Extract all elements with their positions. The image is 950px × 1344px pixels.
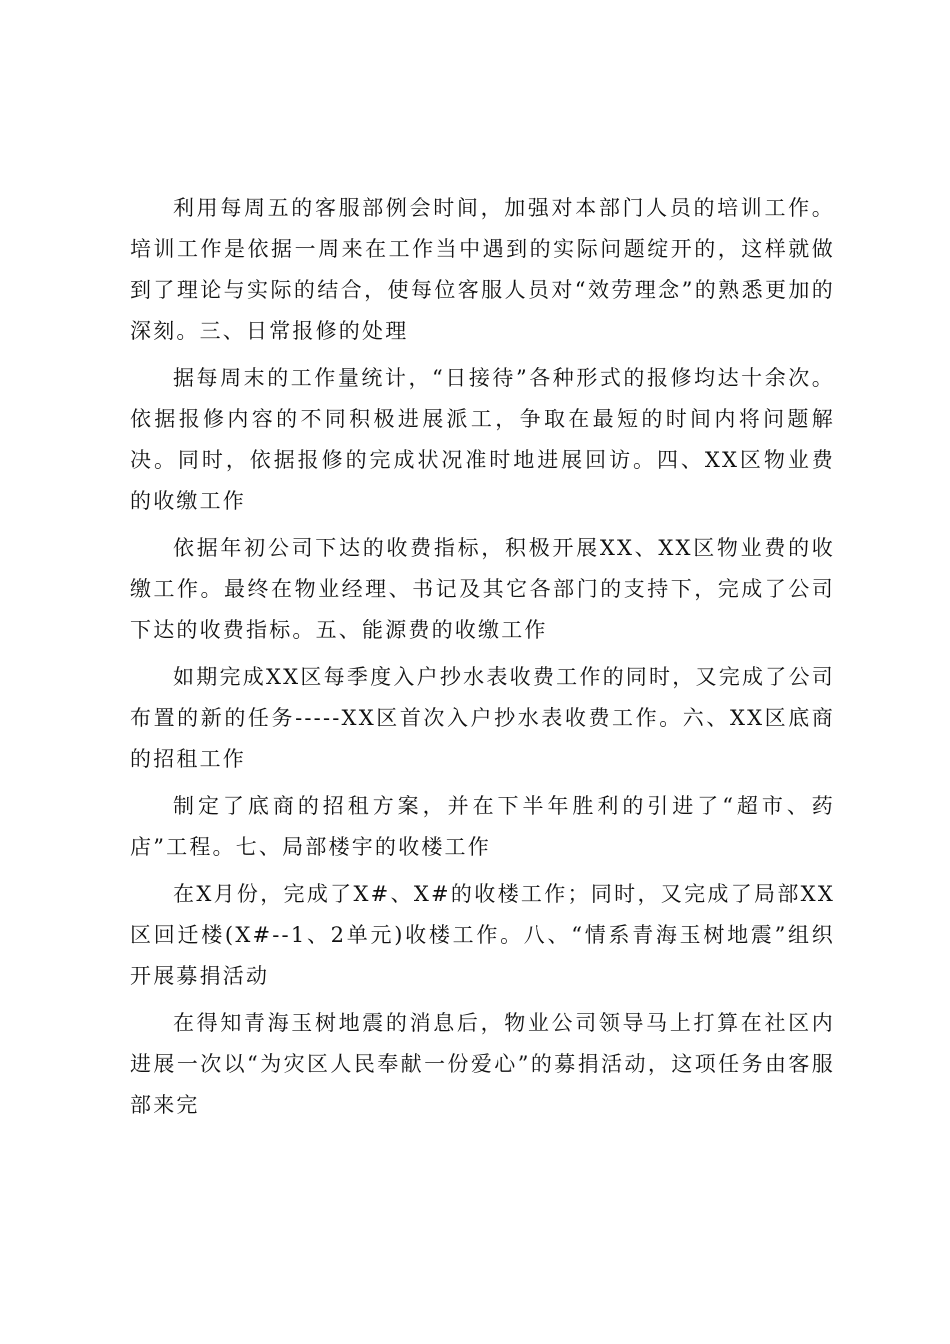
paragraph-property-fee: 依据年初公司下达的收费指标，积极开展XX、XX区物业费的收缴工作。最终在物业经理、书记及其它各部门的支持下，完成了公司下达的收费指标。五、能源费的收缴工作 bbox=[130, 536, 835, 642]
document-body bbox=[130, 188, 835, 1132]
paragraph-donation: 在得知青海玉树地震的消息后，物业公司领导马上打算在社区内进展一次以“为灾区人民奉献一份爱心”的募捐活动，这项任务由客服部来完 bbox=[130, 1011, 835, 1117]
paragraph-leasing: 制定了底商的招租方案，并在下半年胜利的引进了“超市、药店”工程。七、局部楼宇的收楼工作 bbox=[130, 794, 835, 859]
paragraph-handover: 在X月份，完成了X#、X#的收楼工作；同时，又完成了局部XX区回迁楼(X#--1、2单元)收楼工作。八、“情系青海玉树地震”组织开展募捐活动 bbox=[130, 882, 835, 988]
paragraph-energy-fee: 如期完成XX区每季度入户抄水表收费工作的同时，又完成了公司布置的新的任务-----XX区首次入户抄水表收费工作。六、XX区底商的招租工作 bbox=[130, 665, 835, 771]
paragraph-repairs: 据每周末的工作量统计，“日接待”各种形式的报修均达十余次。依据报修内容的不同积极进展派工，争取在最短的时间内将问题解决。同时，依据报修的完成状况准时地进展回访。四、XX区物业费的收缴工作 bbox=[130, 366, 835, 513]
paragraph-training: 利用每周五的客服部例会时间，加强对本部门人员的培训工作。培训工作是依据一周来在工作当中遇到的实际问题绽开的，这样就做到了理论与实际的结合，使每位客服人员对“效劳理念”的熟悉更加的深刻。三、日常报修的处理 bbox=[130, 196, 835, 343]
